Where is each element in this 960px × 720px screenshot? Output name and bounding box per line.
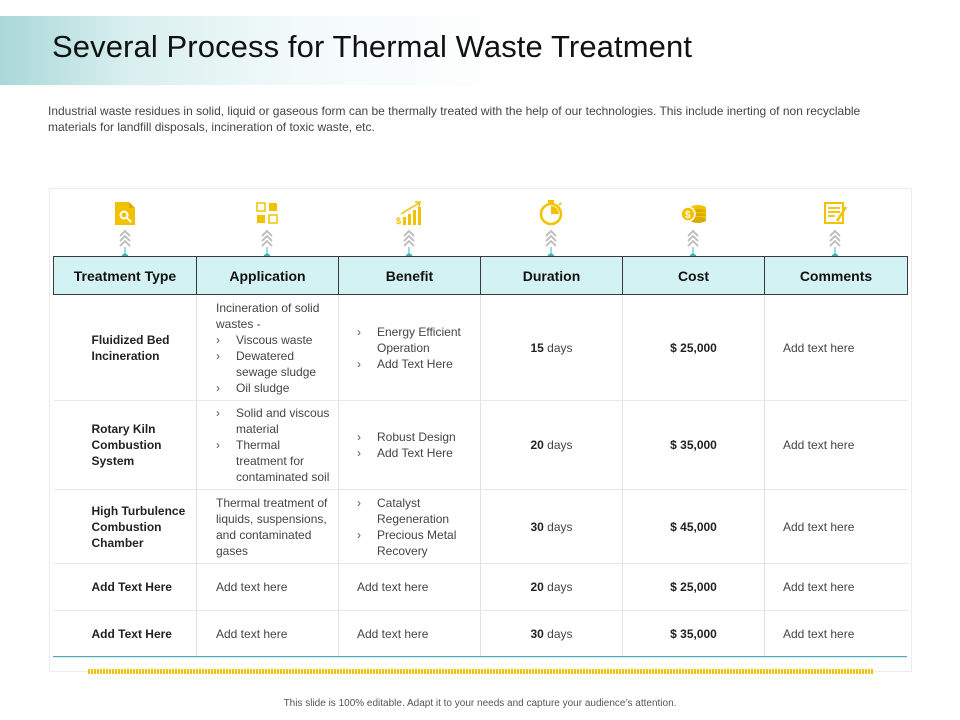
svg-text:$: $ xyxy=(685,210,691,221)
benefit-cell xyxy=(339,295,481,401)
duration-value: 30 xyxy=(530,519,544,534)
decorative-dash-bar xyxy=(88,669,873,674)
coin-stack-icon xyxy=(678,199,708,261)
cost-cell: $ 25,000 xyxy=(623,295,765,401)
benefit-list xyxy=(357,324,474,372)
benefit-item: › Precious Metal Recovery xyxy=(357,527,474,559)
duration-cell xyxy=(481,401,623,490)
svg-text:$: $ xyxy=(396,216,402,226)
icon-column-comments xyxy=(820,199,850,261)
benefit-item: › Add Text Here xyxy=(357,445,474,461)
comment-cell: Add text here xyxy=(765,490,908,564)
benefit-list xyxy=(357,495,474,559)
duration-unit: days xyxy=(543,627,573,641)
table-header-row xyxy=(54,257,908,295)
treatment-type-cell: Add Text Here xyxy=(54,564,197,611)
growth-chart-icon xyxy=(394,199,424,261)
comment-cell: Add text here xyxy=(765,295,908,401)
header-cost: Cost xyxy=(623,257,765,295)
header-treatment-type: Treatment Type xyxy=(54,257,197,295)
cost-cell: $ 45,000 xyxy=(623,490,765,564)
cost-cell: $ 35,000 xyxy=(623,611,765,658)
duration-cell xyxy=(481,295,623,401)
icon-column-application xyxy=(252,199,282,261)
table-bottom-line xyxy=(53,656,907,657)
duration-value: 20 xyxy=(530,580,544,594)
duration-value: 15 xyxy=(530,340,544,355)
duration-unit: days xyxy=(543,340,573,355)
duration-unit: days xyxy=(543,438,573,452)
duration-cell xyxy=(481,564,623,611)
duration-cell xyxy=(481,611,623,658)
header-application: Application xyxy=(197,257,339,295)
application-item: › Viscous waste xyxy=(216,332,332,348)
cost-cell: $ 35,000 xyxy=(623,401,765,490)
benefit-cell xyxy=(339,401,481,490)
document-search-icon xyxy=(110,199,140,261)
grid-blocks-icon xyxy=(252,199,282,261)
header-duration: Duration xyxy=(481,257,623,295)
duration-value: 30 xyxy=(530,627,544,641)
application-cell xyxy=(197,401,339,490)
table-row xyxy=(54,295,908,401)
application-item: › Dewatered sewage sludge xyxy=(216,348,332,380)
notepad-icon xyxy=(820,199,850,261)
benefit-item: › Energy Efficient Operation xyxy=(357,324,474,356)
duration-cell xyxy=(481,490,623,564)
table-row xyxy=(54,490,908,564)
benefit-item: › Robust Design xyxy=(357,429,474,445)
cost-cell: $ 25,000 xyxy=(623,564,765,611)
application-cell: Thermal treatment of liquids, suspensions, and contaminated gases xyxy=(197,490,339,564)
treatment-type-cell: High Turbulence Combustion Chamber xyxy=(54,490,197,564)
comment-cell: Add text here xyxy=(765,611,908,658)
treatment-type-cell: Fluidized Bed Incineration xyxy=(54,295,197,401)
application-cell: Add text here xyxy=(197,611,339,658)
treatment-type-cell: Add Text Here xyxy=(54,611,197,658)
application-list xyxy=(216,332,332,396)
icon-column-benefit xyxy=(394,199,424,261)
icon-column-treatment xyxy=(110,199,140,261)
treatment-table-wrap xyxy=(53,256,907,658)
benefit-cell: Add text here xyxy=(339,611,481,658)
benefit-cell xyxy=(339,490,481,564)
duration-value: 20 xyxy=(530,438,544,452)
application-item: › Solid and viscous material xyxy=(216,405,332,437)
benefit-list xyxy=(357,429,474,461)
stopwatch-icon xyxy=(536,199,566,261)
application-cell: Add text here xyxy=(197,564,339,611)
benefit-cell: Add text here xyxy=(339,564,481,611)
application-cell xyxy=(197,295,339,401)
application-item: › Oil sludge xyxy=(216,380,332,396)
application-item: › Thermal treatment for contaminated soil xyxy=(216,437,332,485)
table-row xyxy=(54,401,908,490)
duration-unit: days xyxy=(543,519,573,534)
header-comments: Comments xyxy=(765,257,908,295)
icon-column-duration xyxy=(536,199,566,261)
application-list xyxy=(216,405,332,485)
treatment-table xyxy=(53,256,908,658)
icon-column-cost xyxy=(678,199,708,261)
header-benefit: Benefit xyxy=(339,257,481,295)
intro-paragraph: Industrial waste residues in solid, liquid or gaseous form can be thermally treated with the help of our technologies. This include inerting of non recyclable materials for landfill disposals, incineration of toxic waste, etc. xyxy=(48,104,861,134)
table-row xyxy=(54,564,908,611)
table-row xyxy=(54,611,908,658)
comment-cell: Add text here xyxy=(765,564,908,611)
treatment-type-cell: Rotary Kiln Combustion System xyxy=(54,401,197,490)
benefit-item: › Add Text Here xyxy=(357,356,474,372)
slide-title: Several Process for Thermal Waste Treatment xyxy=(52,29,693,64)
duration-unit: days xyxy=(543,580,573,594)
benefit-item: › Catalyst Regeneration xyxy=(357,495,474,527)
comment-cell: Add text here xyxy=(765,401,908,490)
footer-note: This slide is 100% editable. Adapt it to your needs and capture your audience’s attention. xyxy=(283,698,677,709)
application-text: Incineration of solid wastes - xyxy=(216,300,320,331)
